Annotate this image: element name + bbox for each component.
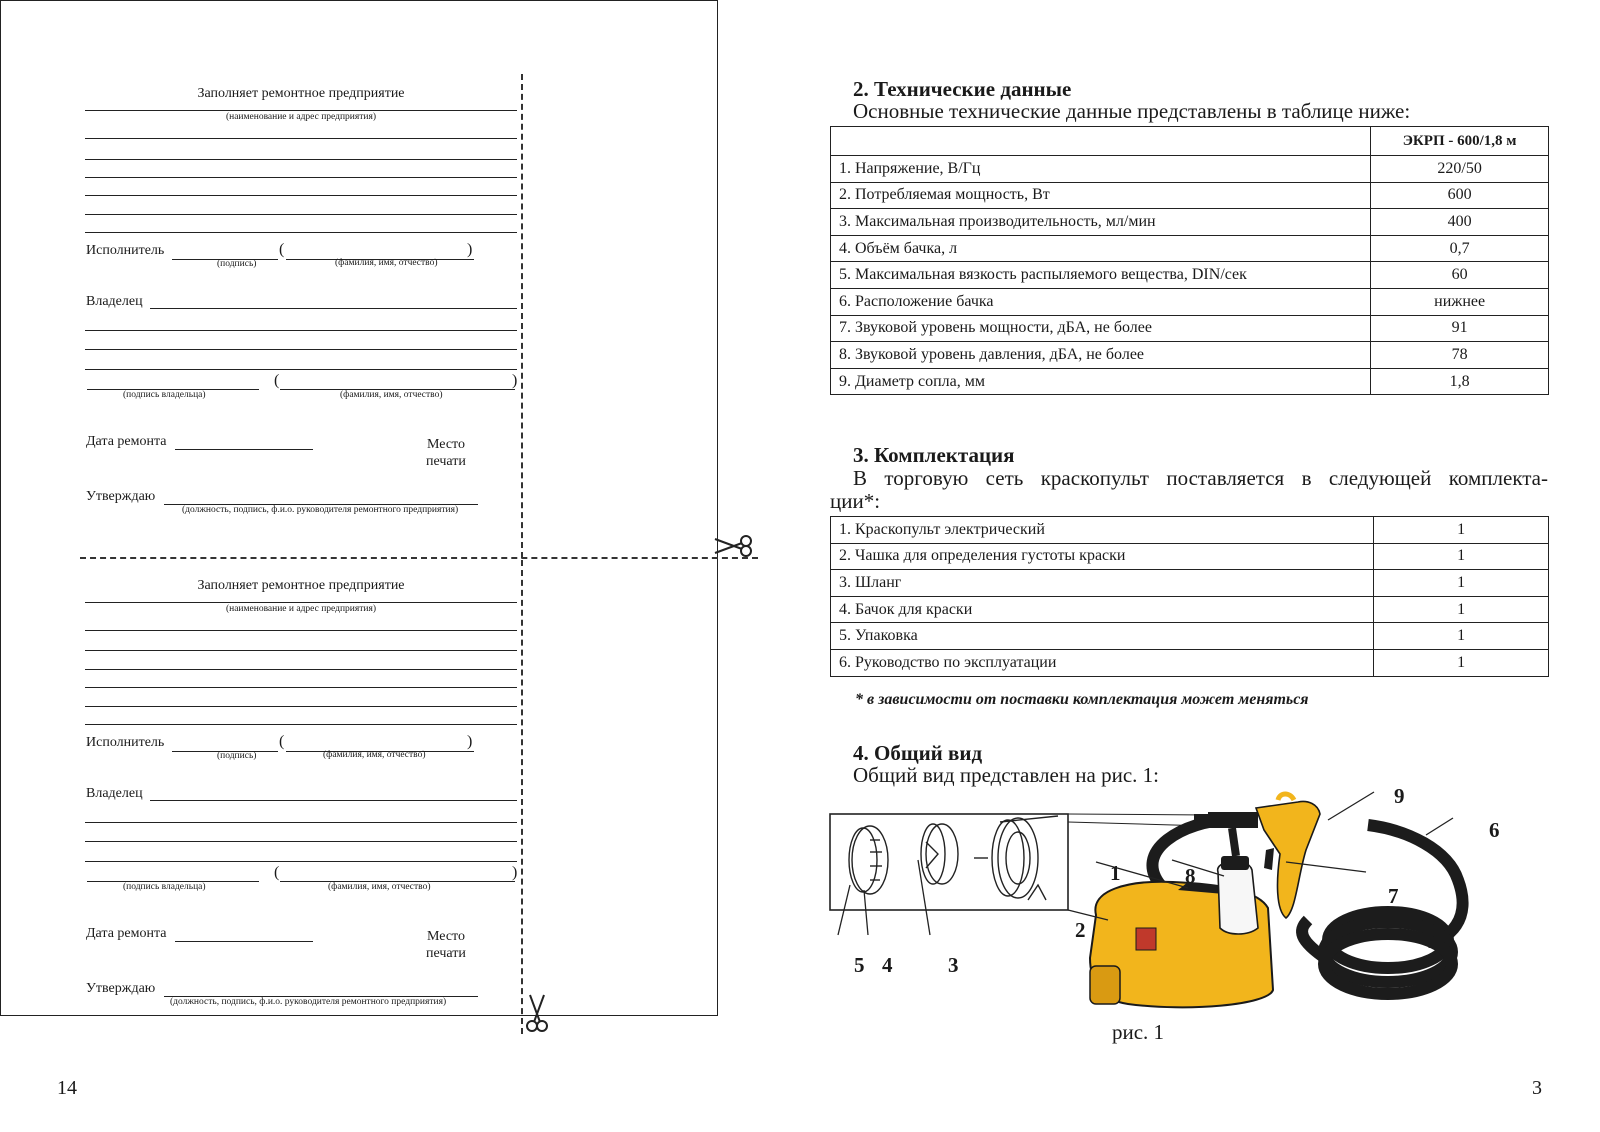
table-row: [831, 368, 1549, 395]
callout-label: 8: [1185, 864, 1196, 888]
kit-heading: 3. Комплектация: [853, 443, 1015, 467]
form-line[interactable]: [85, 214, 517, 215]
tech-data-heading: 2. Технические данные: [853, 77, 1072, 101]
paren-open: (: [274, 372, 280, 389]
form-line[interactable]: [85, 630, 517, 631]
paren-close: ): [467, 733, 473, 750]
callout-label: 7: [1388, 884, 1399, 908]
approve-label: Утверждаю: [86, 981, 156, 996]
header-empty-cell: [831, 127, 1371, 156]
table-row: [831, 182, 1549, 209]
paren-close: ): [512, 864, 518, 881]
spec-name-cell: 3. Максимальная производительность, мл/мин: [831, 209, 1371, 236]
kit-note: * в зависимости от поставки комплектация может меняться: [855, 691, 1309, 708]
kit-item-cell: 1. Краскопульт электрический: [831, 517, 1374, 544]
stamp-label: Место: [427, 929, 465, 944]
paren-open: (: [279, 241, 285, 258]
callout-label: 1: [1110, 861, 1121, 885]
form-line[interactable]: [85, 138, 517, 139]
enterprise-hint: (наименование и адрес предприятия): [225, 604, 377, 614]
executor-label: Исполнитель: [86, 735, 165, 750]
owner-signature-hint: (подпись владельца): [123, 882, 206, 892]
spec-name-cell: 7. Звуковой уровень мощности, дБА, не более: [831, 315, 1371, 342]
kit-qty-cell: 1: [1374, 543, 1549, 570]
spec-name-cell: 4. Объём бачка, л: [831, 235, 1371, 262]
spec-value-cell: 91: [1371, 315, 1549, 342]
form-line[interactable]: [85, 232, 517, 233]
owner-signature-hint: (подпись владельца): [123, 390, 206, 400]
stamp-label: печати: [426, 946, 466, 961]
callout-label: 2: [1075, 918, 1086, 942]
form-line[interactable]: [85, 159, 517, 160]
kit-intro-line-2: ции*:: [830, 489, 881, 513]
table-row: [831, 235, 1549, 262]
stamp-label: Место: [427, 437, 465, 452]
table-row: [831, 342, 1549, 369]
spec-value-cell: 600: [1371, 182, 1549, 209]
model-header: ЭКРП - 600/1,8 м: [1371, 127, 1549, 156]
table-row: [831, 543, 1549, 570]
kit-qty-cell: 1: [1374, 596, 1549, 623]
kit-item-cell: 6. Руководство по эксплуатации: [831, 649, 1374, 676]
callout-label: 6: [1489, 818, 1500, 842]
table-row: [831, 315, 1549, 342]
table-row: [831, 649, 1549, 676]
view-intro: Общий вид представлен на рис. 1:: [853, 763, 1160, 787]
spec-value-cell: 1,8: [1371, 368, 1549, 395]
table-row: [831, 209, 1549, 236]
spec-value-cell: 78: [1371, 342, 1549, 369]
table-row: [831, 288, 1549, 315]
name-hint: (фамилия, имя, отчество): [323, 750, 426, 760]
table-row: [831, 262, 1549, 289]
form-title: Заполняет ремонтное предприятие: [197, 86, 405, 101]
tech-data-intro: Основные технические данные представлены в таблице ниже:: [853, 99, 1411, 123]
table-row: [831, 517, 1549, 544]
spec-name-cell: 9. Диаметр сопла, мм: [831, 368, 1371, 395]
form-line[interactable]: [85, 687, 517, 688]
owner-name-hint: (фамилия, имя, отчество): [340, 390, 443, 400]
approve-hint: (должность, подпись, ф.и.о. руководителя ремонтного предприятия): [182, 505, 459, 515]
spec-name-cell: 2. Потребляемая мощность, Вт: [831, 182, 1371, 209]
sprayer-figure: [828, 790, 1518, 1050]
repair-date-line[interactable]: [175, 941, 313, 942]
enterprise-line[interactable]: [85, 602, 517, 603]
form-line[interactable]: [85, 369, 517, 370]
paint-tank: [1218, 861, 1258, 934]
spec-value-cell: 400: [1371, 209, 1549, 236]
table-header-row: [831, 127, 1549, 156]
form-line[interactable]: [85, 841, 517, 842]
callout-label: 5: [854, 953, 865, 977]
cut-line-vertical-top: [521, 74, 523, 558]
callout-label: 9: [1394, 784, 1405, 808]
view-heading: 4. Общий вид: [853, 741, 983, 765]
form-line[interactable]: [85, 724, 517, 725]
tank-lid: [1221, 856, 1249, 870]
cut-line-vertical-bottom: [521, 560, 523, 1034]
spec-value-cell: нижнее: [1371, 288, 1549, 315]
stamp-label: печати: [426, 454, 466, 469]
signature-hint: (подпись): [217, 259, 257, 269]
form-title: Заполняет ремонтное предприятие: [197, 578, 405, 593]
enterprise-hint: (наименование и адрес предприятия): [225, 112, 377, 122]
table-row: [831, 596, 1549, 623]
kit-table: [830, 516, 1549, 677]
form-line[interactable]: [85, 822, 517, 823]
kit-qty-cell: 1: [1374, 623, 1549, 650]
owner-label: Владелец: [86, 786, 143, 801]
name-hint: (фамилия, имя, отчество): [335, 258, 438, 268]
owner-line[interactable]: [150, 800, 517, 801]
executor-label: Исполнитель: [86, 243, 165, 258]
form-line[interactable]: [85, 650, 517, 651]
paren-close: ): [467, 241, 473, 258]
table-row: [831, 570, 1549, 597]
spec-name-cell: 5. Максимальная вязкость распыляемого вещества, DIN/сек: [831, 262, 1371, 289]
table-row: [831, 156, 1549, 183]
callout-label: 3: [948, 953, 959, 977]
approve-hint: (должность, подпись, ф.и.о. руководителя ремонтного предприятия): [170, 997, 447, 1007]
kit-item-cell: 5. Упаковка: [831, 623, 1374, 650]
paren-open: (: [274, 864, 280, 881]
repair-date-line[interactable]: [175, 449, 313, 450]
form-line[interactable]: [85, 861, 517, 862]
form-line[interactable]: [85, 177, 517, 178]
owner-name-hint: (фамилия, имя, отчество): [328, 882, 431, 892]
kit-qty-cell: 1: [1374, 517, 1549, 544]
approve-label: Утверждаю: [86, 489, 156, 504]
signature-hint: (подпись): [217, 751, 257, 761]
kit-qty-cell: 1: [1374, 649, 1549, 676]
spec-value-cell: 0,7: [1371, 235, 1549, 262]
repair-date-label: Дата ремонта: [86, 434, 167, 449]
table-row: [831, 623, 1549, 650]
form-line[interactable]: [85, 195, 517, 196]
repair-date-label: Дата ремонта: [86, 926, 167, 941]
spec-value-cell: 220/50: [1371, 156, 1549, 183]
kit-item-cell: 3. Шланг: [831, 570, 1374, 597]
figure-caption: рис. 1: [1112, 1020, 1165, 1044]
kit-item-cell: 2. Чашка для определения густоты краски: [831, 543, 1374, 570]
scissors-icon: [526, 993, 548, 1033]
spec-name-cell: 1. Напряжение, В/Гц: [831, 156, 1371, 183]
spec-value-cell: 60: [1371, 262, 1549, 289]
form-line[interactable]: [85, 330, 517, 331]
paren-close: ): [512, 372, 518, 389]
form-line[interactable]: [85, 706, 517, 707]
callout-label: 4: [882, 953, 893, 977]
owner-label: Владелец: [86, 294, 143, 309]
kit-intro-line-1: В торговую сеть краскопульт поставляется в следующей комплекта-: [853, 466, 1548, 490]
spec-name-cell: 8. Звуковой уровень давления, дБА, не более: [831, 342, 1371, 369]
form-line[interactable]: [85, 349, 517, 350]
form-line[interactable]: [85, 669, 517, 670]
cut-line-horizontal: [80, 557, 758, 559]
kit-qty-cell: 1: [1374, 570, 1549, 597]
tech-spec-table: [830, 126, 1549, 395]
enterprise-line[interactable]: [85, 110, 517, 111]
owner-line[interactable]: [150, 308, 517, 309]
page-number-right: 3: [1532, 1077, 1542, 1099]
kit-item-cell: 4. Бачок для краски: [831, 596, 1374, 623]
paren-open: (: [279, 733, 285, 750]
scissors-icon: [713, 535, 757, 557]
page-number-left: 14: [57, 1077, 77, 1099]
spec-name-cell: 6. Расположение бачка: [831, 288, 1371, 315]
